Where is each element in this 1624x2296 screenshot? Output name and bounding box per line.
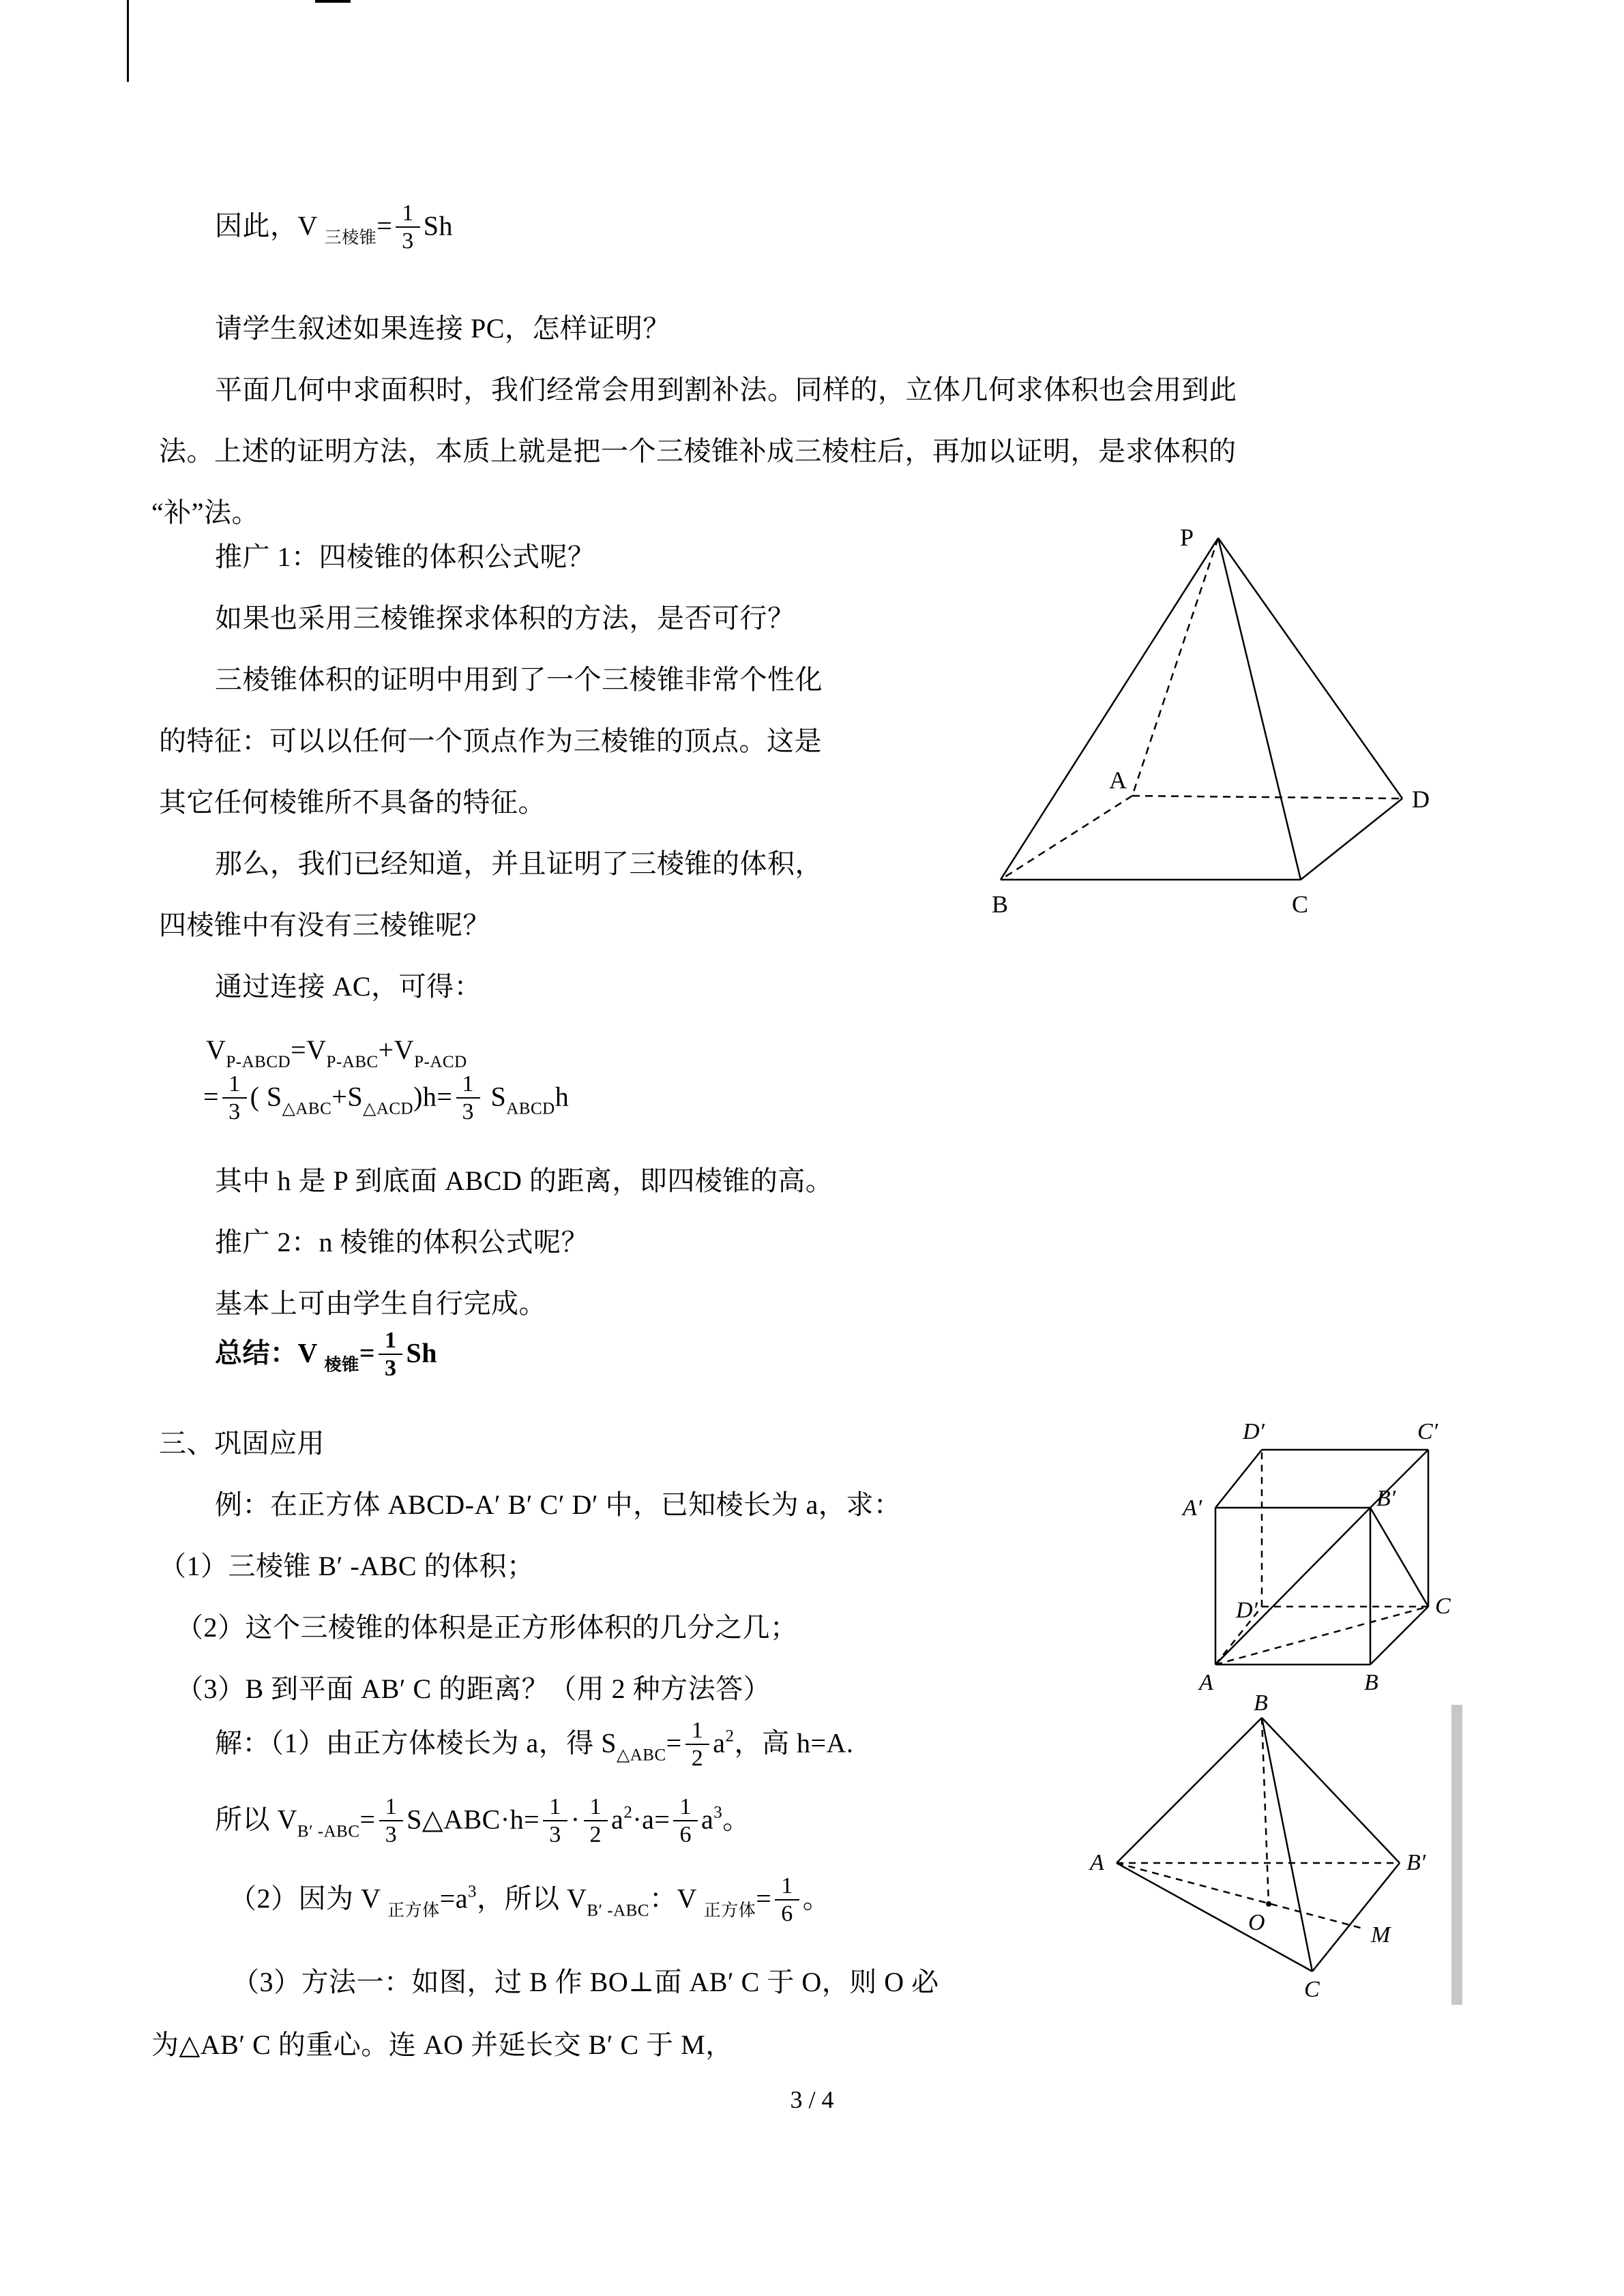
paragraph-line: 那么，我们已经知道，并且证明了三棱锥的体积， bbox=[215, 848, 823, 879]
point-O-dot bbox=[1266, 1901, 1271, 1907]
vertex-label-C: C bbox=[1304, 1977, 1320, 2002]
paragraph-line: 四棱锥中有没有三棱锥呢？ bbox=[159, 910, 490, 940]
vertex-label-C: C bbox=[1435, 1594, 1451, 1619]
formula-line: 总结：V $_{棱锥}$= $\frac{1}{3}$ Sh bbox=[215, 1328, 437, 1382]
paragraph-line: （3）B 到平面 AB′ C 的距离？（用 2 种方法答） bbox=[176, 1673, 771, 1704]
paragraph-line: （2）这个三棱锥的体积是正方形体积的几分之几； bbox=[176, 1612, 798, 1643]
paragraph-line: 推广 1：四棱锥的体积公式呢？ bbox=[215, 541, 595, 572]
vertex-label-A: A bbox=[1109, 766, 1127, 794]
paragraph-line: 通过连接 AC，可得： bbox=[215, 971, 482, 1002]
cube-figure bbox=[1173, 1412, 1473, 1708]
vertex-label-B-prime: B′ bbox=[1406, 1850, 1426, 1875]
paragraph-line: 的特征：可以以任何一个顶点作为三棱锥的顶点。这是 bbox=[159, 726, 822, 756]
vertex-label-C: C bbox=[1292, 891, 1309, 918]
paragraph-line: （3）方法一：如图，过 B 作 BO⊥面 AB′ C 于 O，则 O 必 bbox=[232, 1967, 939, 1997]
vertex-label-D: D bbox=[1412, 786, 1430, 813]
vertex-label-C-prime: C′ bbox=[1417, 1419, 1438, 1444]
paragraph-line: “补”法。 bbox=[151, 497, 260, 528]
vertex-label-A: A bbox=[1199, 1670, 1213, 1695]
formula-line: 因此，V $_{三棱锥}$= $\frac{1}{3}$ Sh bbox=[215, 200, 453, 254]
paragraph-line: 其中 h 是 P 到底面 ABCD 的距离，即四棱锥的高。 bbox=[215, 1165, 833, 1196]
vertex-label-P: P bbox=[1180, 524, 1194, 551]
formula-line: 解：（1）由正方体棱长为 a，得 $S_{\triangle ABC}=$ $\frac{1}{2}$ $a^2$，高 h=A. bbox=[215, 1718, 854, 1772]
scan-artifact bbox=[1451, 1705, 1462, 2005]
vertex-label-A-prime: A′ bbox=[1183, 1495, 1202, 1521]
point-label-M: M bbox=[1371, 1922, 1391, 1948]
vertex-label-B: B bbox=[1364, 1670, 1378, 1695]
vertex-label-B: B bbox=[992, 891, 1009, 918]
vertex-label-D-prime: D′ bbox=[1243, 1419, 1265, 1444]
scan-artifact bbox=[127, 0, 129, 82]
paragraph-line: 平面几何中求面积时，我们经常会用到割补法。同样的，立体几何求体积也会用到此 bbox=[215, 374, 1237, 405]
formula-line: = $\frac{1}{3}$ ( $S_{\triangle ABC}+S_{\triangle ACD})h=$ $\frac{1}{3}$ $S_{ABCD}h$ bbox=[203, 1071, 570, 1125]
formula-line: $V_{P-ABCD}=V_{P-ABC}+V_{P-ACD}$ bbox=[206, 1034, 467, 1071]
paragraph-line: 基本上可由学生自行完成。 bbox=[215, 1288, 546, 1319]
paragraph-line: 其它任何棱锥所不具备的特征。 bbox=[159, 787, 546, 818]
paragraph-line: 三棱锥体积的证明中用到了一个三棱锥非常个性化 bbox=[215, 664, 823, 695]
vertex-label-B-prime: B′ bbox=[1376, 1486, 1396, 1511]
paragraph-line: 例：在正方体 ABCD-A′ B′ C′ D′ 中，已知棱长为 a，求： bbox=[215, 1489, 902, 1520]
paragraph-line: 请学生叙述如果连接 PC，怎样证明？ bbox=[215, 313, 670, 344]
scan-artifact bbox=[315, 0, 351, 3]
vertex-label-A: A bbox=[1090, 1850, 1104, 1875]
tetrahedron-figure bbox=[1084, 1691, 1439, 2008]
formula-line: （2）因为 V $_{正方体}=a^3$，所以 $V_{B' -ABC}$：V $_{正方体}$= $\frac{1}{6}$ 。 bbox=[229, 1873, 831, 1927]
paragraph-line: 如果也采用三棱锥探求体积的方法，是否可行？ bbox=[215, 603, 795, 633]
section-heading: 三、巩固应用 bbox=[159, 1428, 325, 1459]
paragraph-line: 推广 2：n 棱锥的体积公式呢？ bbox=[215, 1227, 589, 1257]
page-number: 3 / 4 bbox=[790, 2086, 834, 2113]
paragraph-line: 为△AB′ C 的重心。连 AO 并延长交 B′ C 于 M， bbox=[151, 2029, 733, 2060]
formula-line: 所以 $V_{B' -ABC}=$ $\frac{1}{3}$ S△ABC·h= $\frac{1}{3}$ · $\frac{1}{2}$ $a^2\cdot a=$ $\frac{1}{6}$ $a^3$。 bbox=[215, 1794, 750, 1848]
paragraph-line: （1）三棱锥 B′ -ABC 的体积； bbox=[159, 1551, 535, 1581]
vertex-label-D: D′ bbox=[1236, 1598, 1258, 1623]
pyramid-figure bbox=[975, 518, 1453, 938]
paragraph-line: 法。上述的证明方法，本质上就是把一个三棱锥补成三棱柱后，再加以证明，是求体积的 bbox=[159, 436, 1237, 466]
vertex-label-B: B bbox=[1254, 1691, 1268, 1716]
point-label-O: O bbox=[1248, 1910, 1265, 1935]
